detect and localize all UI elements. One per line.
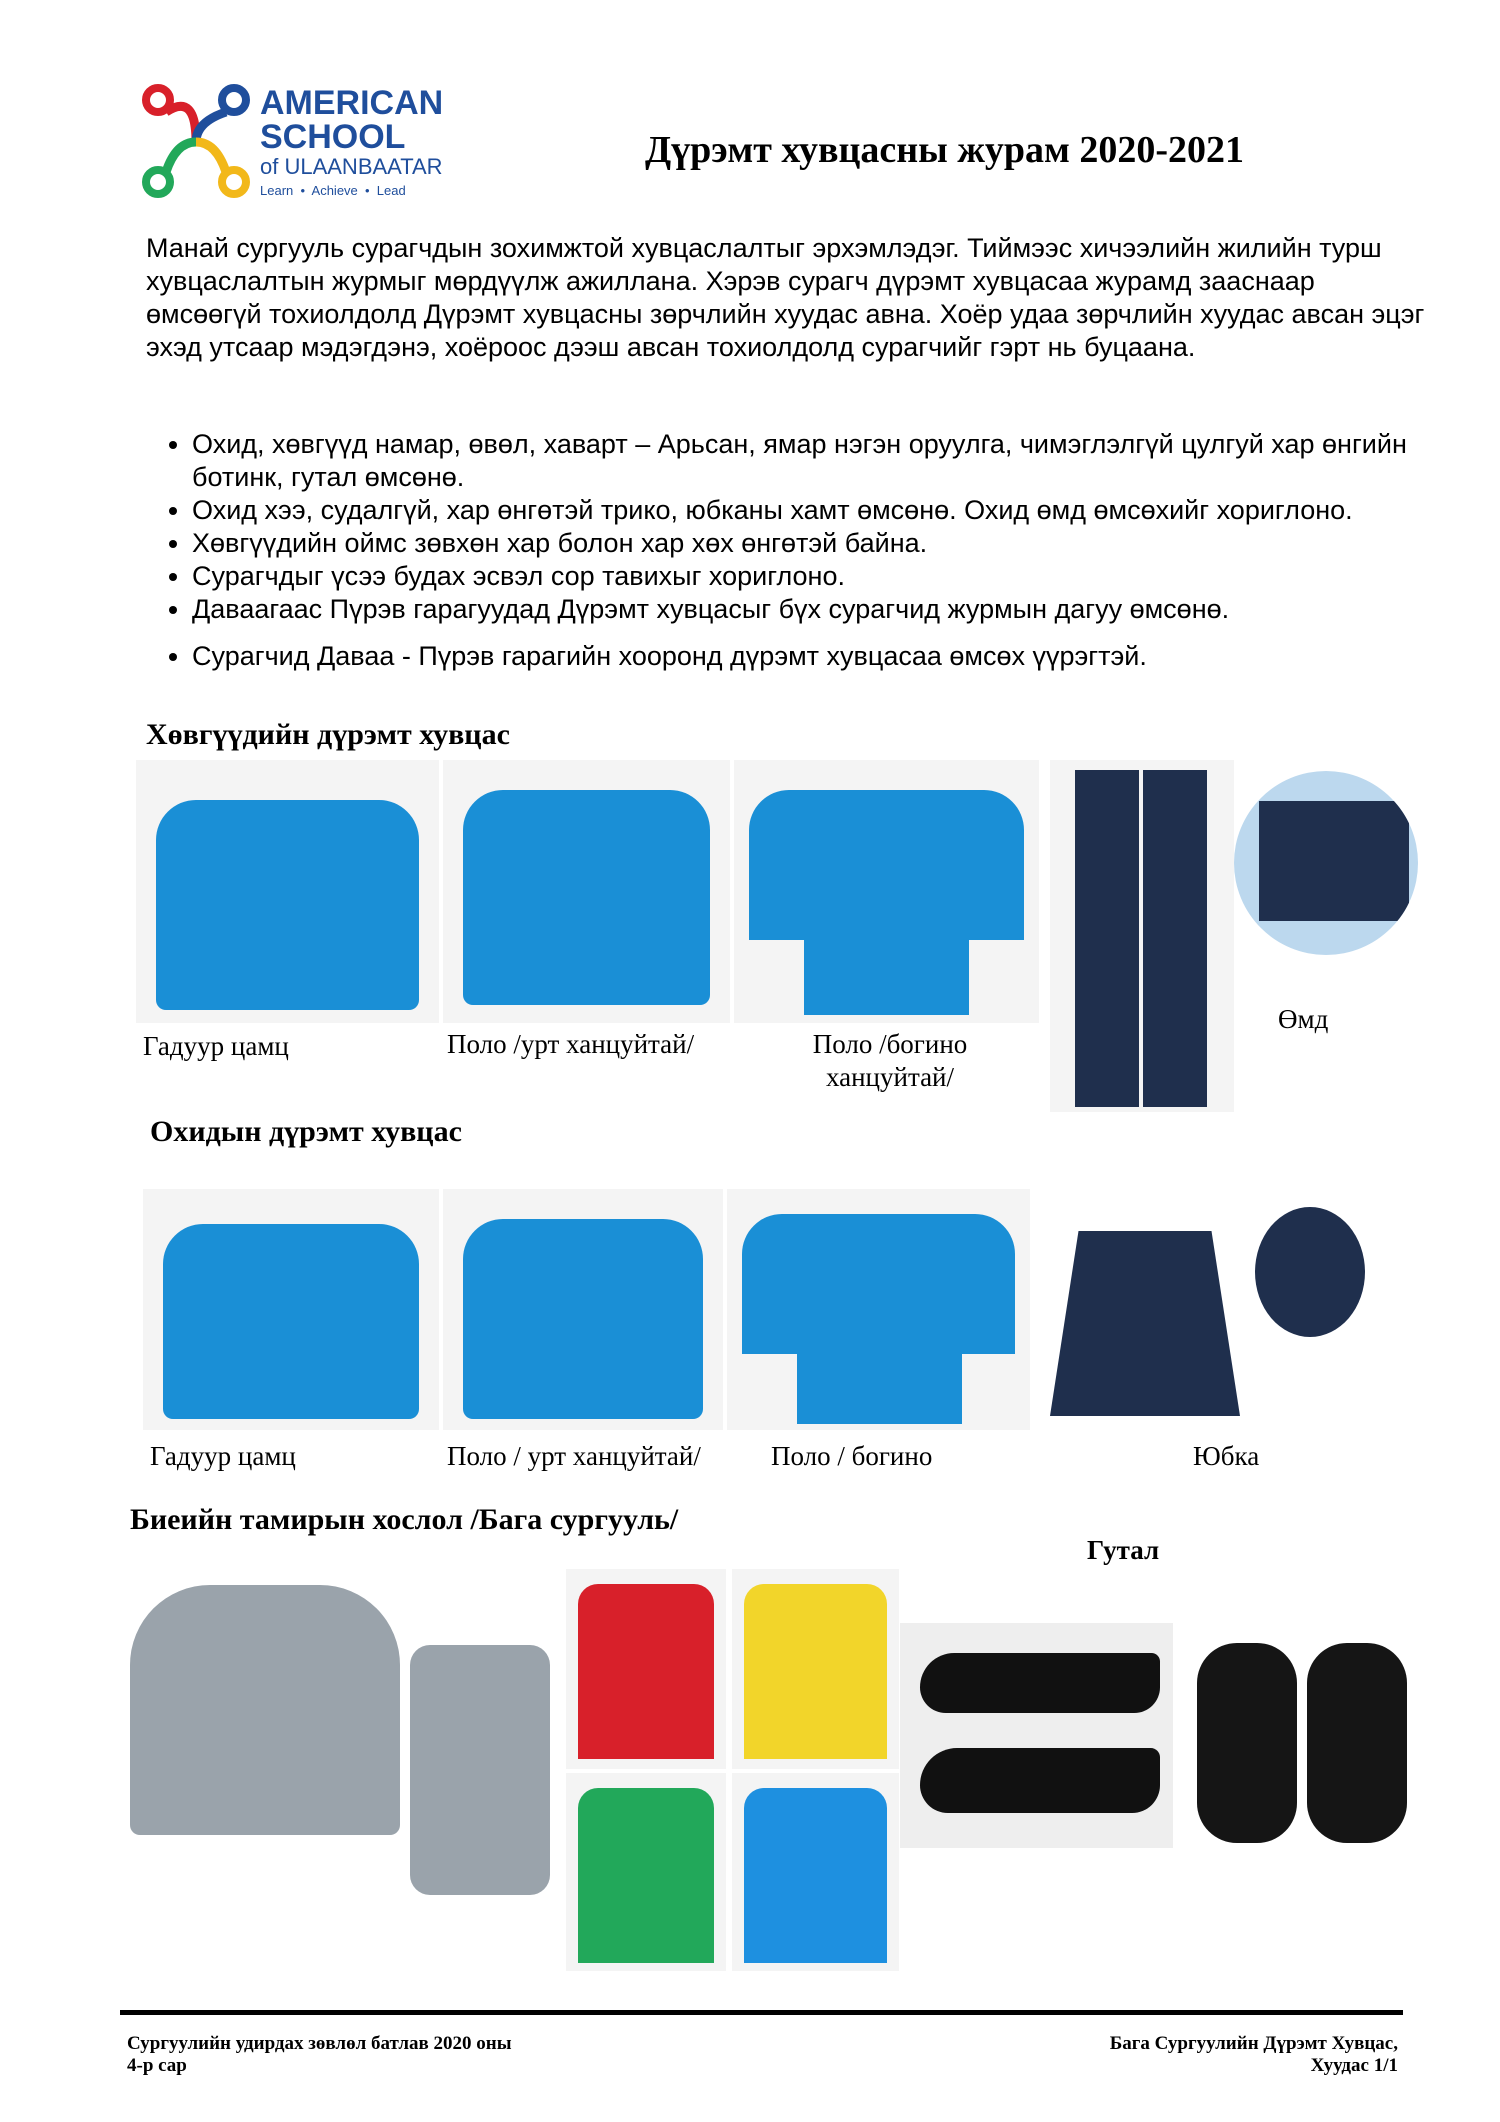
intro-paragraph: Манай сургууль сурагчдын зохимжтой хувцаслалтыг эрхэмлэдэг. Тиймээс хичээлийн жилийн турш хувцаслалтын журмыг мөрдүүлж ажиллана. Хэрэв сурагч дүрэмт хувцасаа журамд зааснаар өмсөөгүй тохиолдолд Дүрэмт хувцасны зөрчлийн хуудас авна. Хоёр удаа зөрчлийн хуудас авсан эцэг эхэд утсаар мэдэгдэнэ, хоёроос дээш авсан тохиолдолд сурагчийг гэрт нь буцаана. <box>146 233 1425 362</box>
school-logo <box>136 82 466 207</box>
girls-jacket-image <box>143 1189 439 1430</box>
pe-yellow-tshirt-image <box>732 1569 899 1769</box>
skirt-image <box>1030 1221 1255 1425</box>
girls-heading: Охидын дүрэмт хувцас <box>150 1115 462 1148</box>
logo-line1: AMERICAN <box>260 84 444 122</box>
boys-jacket-image <box>136 760 439 1023</box>
footer-left <box>127 2033 512 2077</box>
logo-tagline: Learn • Achieve • Lead <box>260 183 406 198</box>
skirt-label-detail-image <box>1255 1207 1365 1337</box>
pe-red-tshirt-image <box>566 1569 726 1769</box>
label-skirt: Юбка <box>1193 1441 1260 1471</box>
label-polo-long: Поло / урт ханцуйтай/ <box>447 1441 701 1471</box>
label-jacket: Гадуур цамц <box>150 1441 296 1471</box>
boys-polo-long-image <box>443 760 730 1023</box>
label-pants: Өмд <box>1278 1004 1329 1034</box>
rules-list <box>146 428 1482 673</box>
rule-item: • Охид хээ, судалгүй, хар өнгөтэй трико, юбканы хамт өмсөнө. Охид өмд өмсөхийг хориглоно. <box>192 494 1482 527</box>
rule-item: • Даваагаас Пүрэв гарагуудад Дүрэмт хувцасыг бүх сурагчид журмын дагуу өмсөнө. <box>192 593 1482 626</box>
label-polo-long: Поло /урт ханцуйтай/ <box>447 1029 695 1059</box>
shoes-heading: Гутал <box>1087 1535 1160 1565</box>
pe-tracksuit-image <box>120 1575 559 1903</box>
rule-item-school-days: • Сурагчид Даваа - Пүрэв гарагийн хооронд дүрэмт хувцасаа өмсөх үүрэгтэй. <box>192 640 1482 673</box>
boys-oxford-shoes-image <box>1187 1623 1418 1862</box>
rule-item: • Хөвгүүдийн оймс зөвхөн хар болон хар хөх өнгөтэй байна. <box>192 527 1482 560</box>
label-polo-short: Поло / богино <box>771 1441 933 1471</box>
footer-right <box>1110 2033 1398 2077</box>
page-title: Дүрэмт хувцасны журам 2020-2021 <box>645 129 1245 171</box>
footer-month: 4-р сар <box>127 2055 187 2076</box>
girls-polo-short-image <box>727 1189 1030 1430</box>
footer-divider <box>120 2010 1403 2015</box>
label-polo-short: Поло /богино ханцуйтай/ <box>812 1029 968 1092</box>
rule-item: • Охид, хөвгүүд намар, өвөл, хаварт – Арьсан, ямар нэгэн оруулга, чимэглэлгүй цулгуй хар өнгийн ботинк, гутал өмсөнө. <box>192 428 1482 494</box>
label-jacket: Гадуур цамц <box>143 1031 289 1061</box>
rule-item: • Сурагчдыг үсээ будах эсвэл сор тавихыг хориглоно. <box>192 560 1482 593</box>
boys-polo-short-image <box>734 760 1039 1023</box>
pants-pocket-detail-image <box>1234 771 1418 955</box>
logo-emblem-icon <box>136 82 256 202</box>
girls-flats-shoes-image <box>900 1623 1173 1848</box>
footer-doc-title: Бага Сургуулийн Дүрэмт Хувцас, <box>1109 2033 1398 2054</box>
boys-heading: Хөвгүүдийн дүрэмт хувцас <box>146 718 510 751</box>
logo-line2: SCHOOL <box>260 118 406 156</box>
logo-line3: of ULAANBAATAR <box>260 154 443 179</box>
pe-green-tshirt-image <box>566 1773 726 1971</box>
footer-approval: Сургуулийн удирдах зөвлөл батлав 2020 оны <box>127 2033 512 2054</box>
girls-polo-long-image <box>443 1189 723 1430</box>
pe-blue-tshirt-image <box>732 1773 899 1971</box>
pe-heading: Биеийн тамирын хослол /Бага сургууль/ <box>130 1503 679 1536</box>
boys-pants-image <box>1050 760 1234 1112</box>
footer-page-number: Хуудас 1/1 <box>1310 2055 1398 2076</box>
